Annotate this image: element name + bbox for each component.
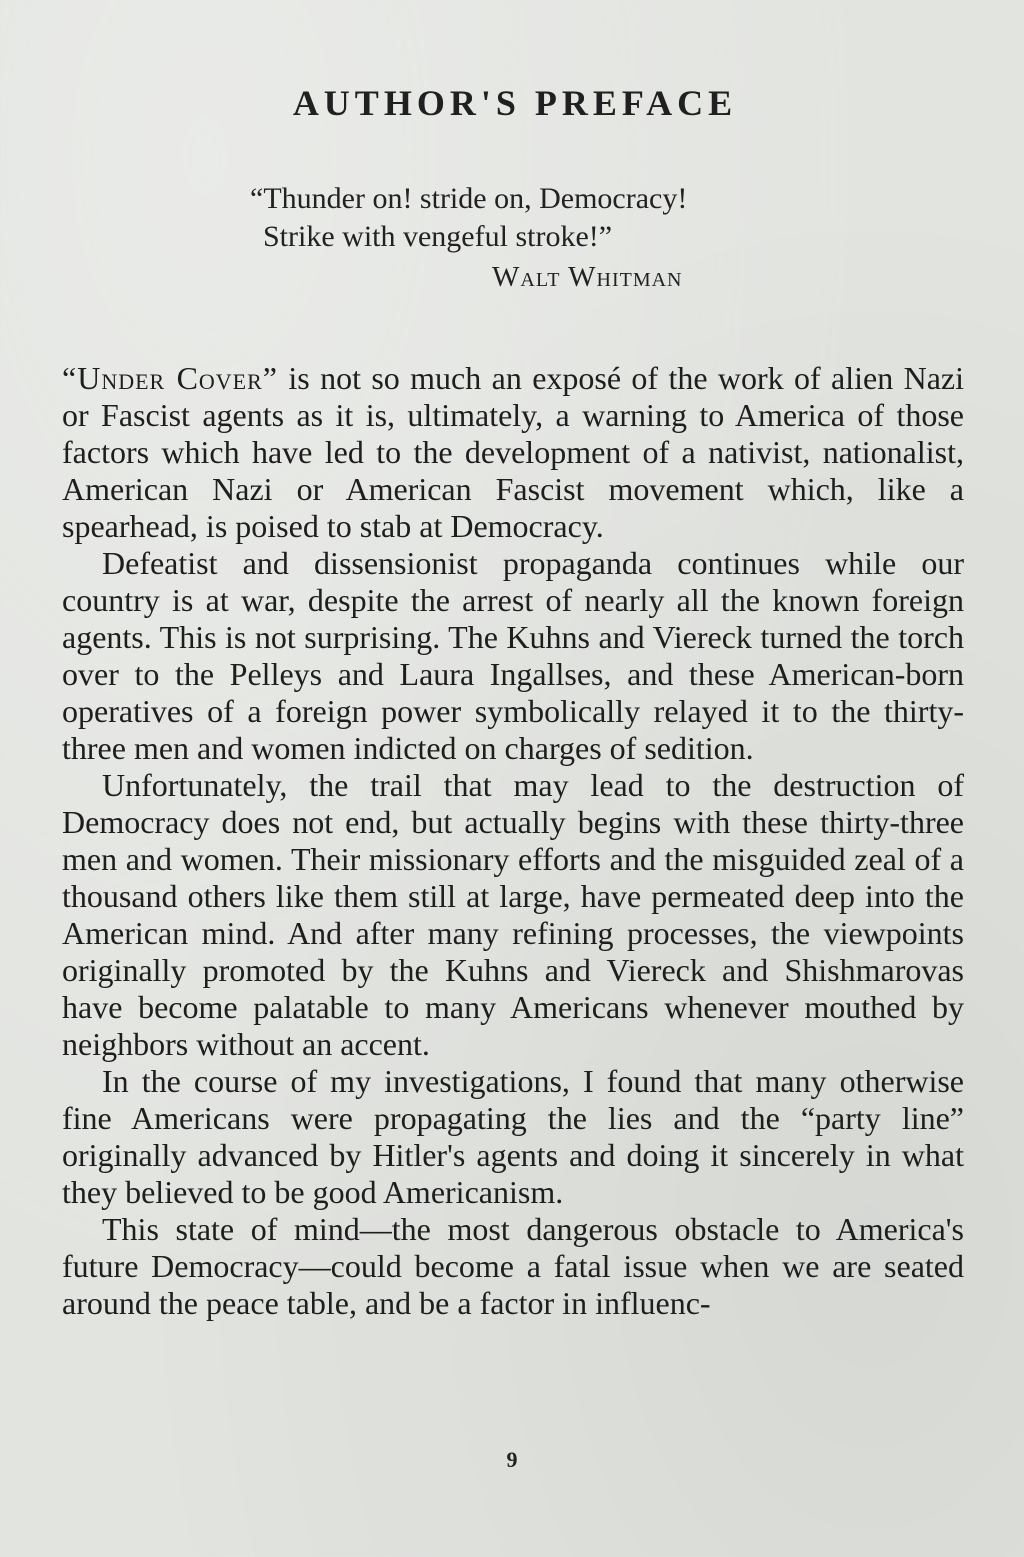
epigraph-line-1: “Thunder on! stride on, Democracy! bbox=[250, 182, 688, 215]
preface-body bbox=[62, 360, 964, 1322]
paragraph-4: In the course of my investigations, I found that many otherwise fine Americans were propagating the lies and the “party line” originally advanced by Hitler's agents and doing it sincerely in what they believed to be good Americanism. bbox=[62, 1063, 964, 1210]
paragraph-2: Defeatist and dissensionist propaganda continues while our country is at war, despite the arrest of nearly all the known foreign agents. This is not surprising. The Kuhns and Viereck turned the torch over to the Pelleys and Laura Ingallses, and these American-born operatives of a foreign power symbolically relayed it to the thirty-three men and women indicted on charges of sedition. bbox=[62, 545, 964, 766]
epigraph-attribution: Walt Whitman bbox=[492, 261, 683, 293]
page-title: AUTHOR'S PREFACE bbox=[292, 83, 738, 123]
paragraph-1-lead: “Under Cover” bbox=[62, 360, 279, 396]
paragraph-5: This state of mind—the most dangerous obstacle to America's future Democracy—could become a fatal issue when we are seated around the peace table, and be a factor in influenc- bbox=[62, 1211, 964, 1321]
epigraph-line-2: Strike with vengeful stroke!” bbox=[263, 220, 613, 253]
epigraph bbox=[250, 180, 810, 296]
page-number: 9 bbox=[506, 1447, 518, 1472]
paragraph-1-text: is not so much an exposé of the work of alien Nazi or Fascist agents as it is, ultimately, a warning to America of those factors which have led to the development of a nativist, nationalist, American Nazi or American Fascist movement which, like a spearhead, is poised to stab at Democracy. bbox=[62, 360, 965, 544]
paragraph-1 bbox=[62, 360, 964, 545]
paragraph-3: Unfortunately, the trail that may lead to the destruction of Democracy does not end, but actually begins with these thirty-three men and women. Their missionary efforts and the misguided zeal of a thousand others like them still at large, have permeated deep into the American mind. And after many refining processes, the viewpoints originally promoted by the Kuhns and Viereck and Shishmarovas have become palatable to many Americans whenever mouthed by neighbors without an accent. bbox=[62, 767, 964, 1062]
